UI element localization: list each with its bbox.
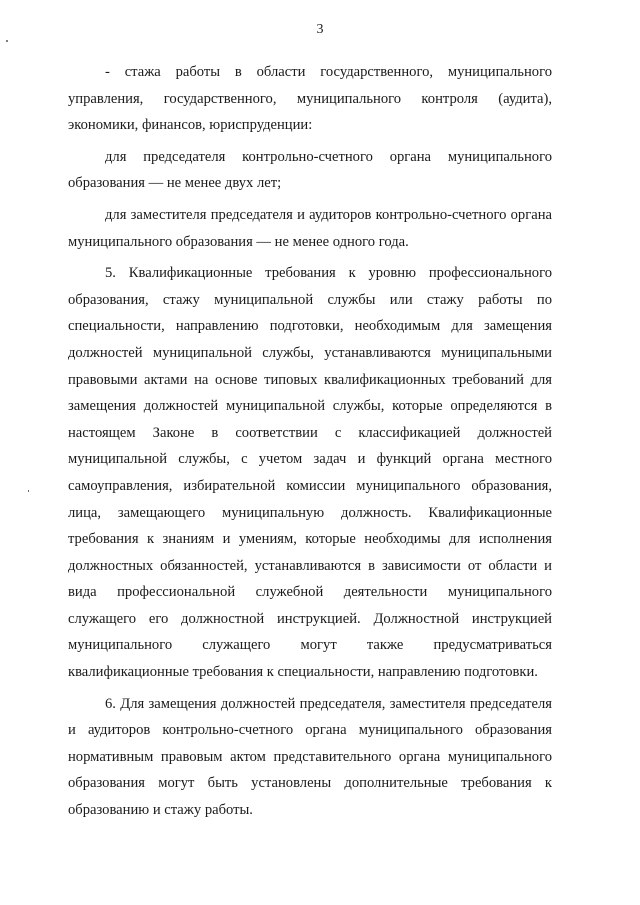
paragraph-deputy-requirement: для заместителя председателя и аудиторов контрольно-счетного органа муниципального образования — не менее одного года. [68,206,552,250]
paragraph-work-experience: - стажа работы в области государственного, муниципального управления, государственного, муниципального контроля (аудита), экономики, финансов, юриспруденции: [68,64,552,134]
scan-speck [6,40,8,42]
paragraph-item-5: 5. Квалификационные требования к уровню профессионального образования, стажу муниципальной службы или стажу работы по специальности, направлению подготовки, необходимым для замещения должностей муниципальной службы, устанавливаются муниципальными правовыми актами на основе типовых квалификационных требований для замещения должностей муниципальной службы, которые определяются в настоящем Законе в соответствии с классификацией должностей муниципальной службы, с учетом задач и функций органа местного самоуправления, избирательной комиссии муниципального образования, лица, замещающего муниципальную должность. Квалификационные требования к знаниям и умениям, которые необходимы для исполнения должностных обязанностей, устанавливаются в зависимости от области и вида профессиональной служебной деятельности муниципального служащего его должностной инструкцией. Должностной инструкцией муниципального служащего могут также предусматриваться квалификационные требования к специальности, направлению подготовки. [68,265,552,681]
paragraph-item-6: 6. Для замещения должностей председателя, заместителя председателя и аудиторов контрольно-счетного органа муниципального образования нормативным правовым актом представительного органа муниципального образования могут быть установлены дополнительные требования к образованию и стажу работы. [68,695,552,819]
scan-speck [28,490,29,492]
document-body [68,59,552,824]
page-number: 3 [316,22,324,37]
paragraph-chairman-requirement: для председателя контрольно-счетного органа муниципального образования — не менее двух лет; [68,148,552,192]
